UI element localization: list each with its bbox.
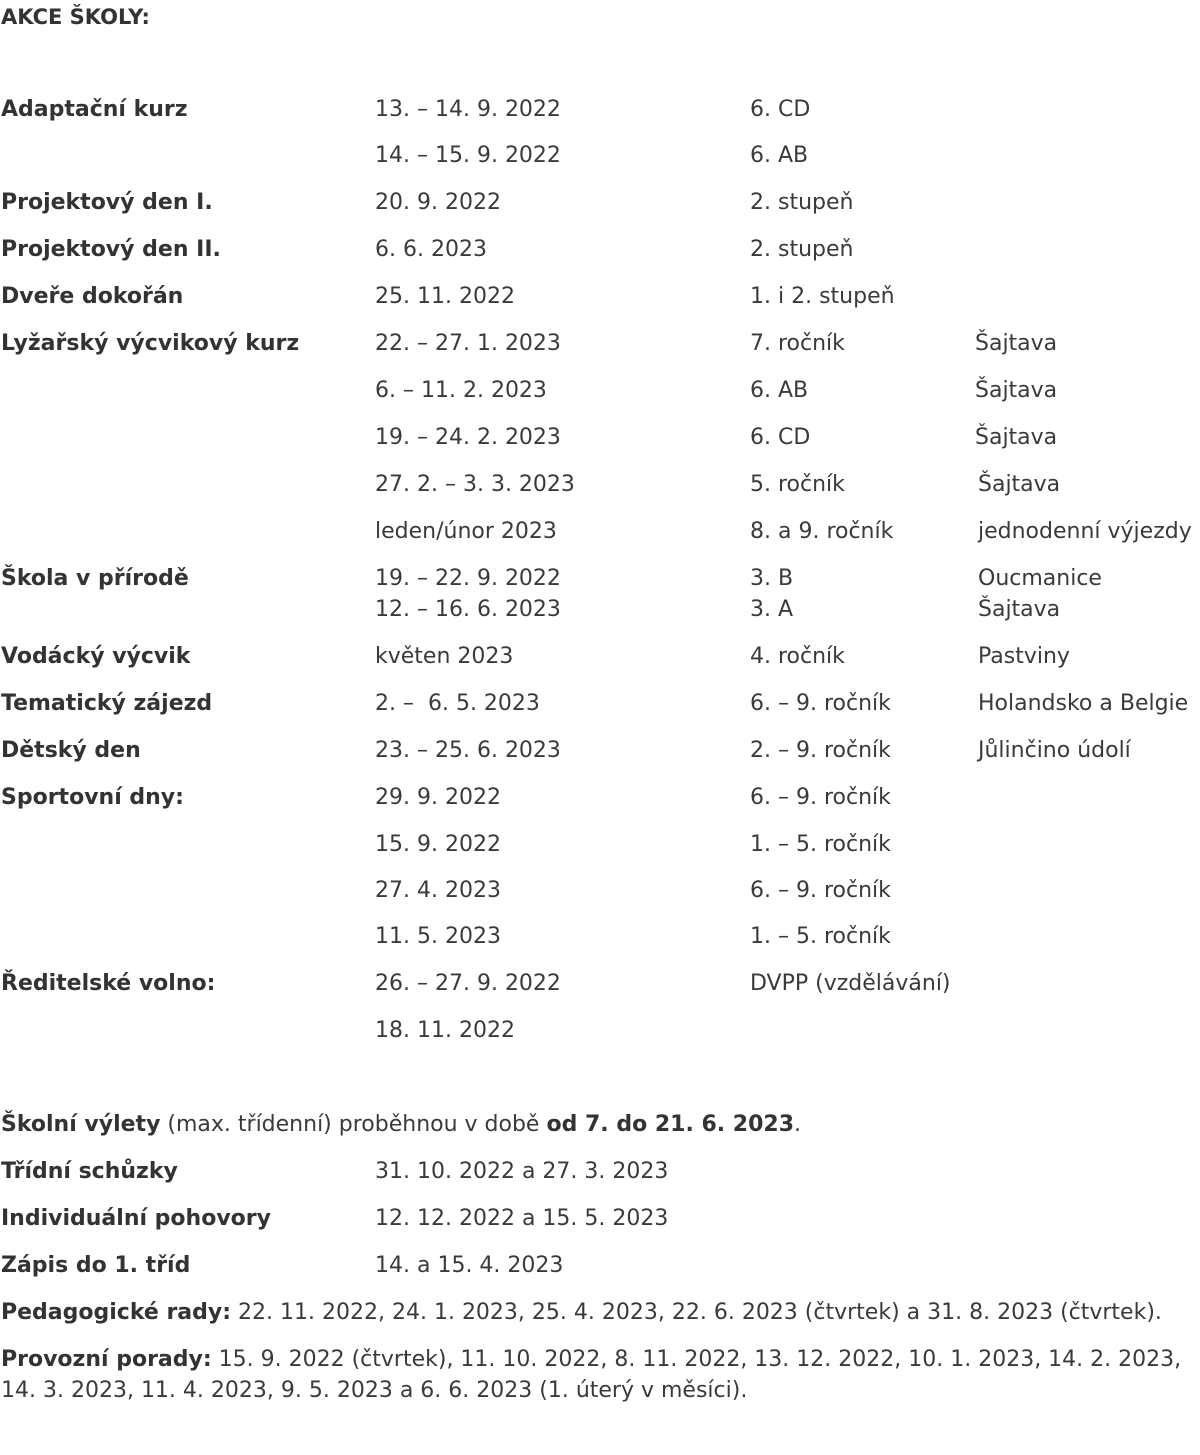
event-name-dvere: Dveře dokořán xyxy=(1,284,184,309)
event-location: Šajtava xyxy=(978,597,1061,622)
operational-meetings-paragraph xyxy=(1,1344,1191,1406)
operational-meetings-label: Provozní porady: xyxy=(1,1347,212,1372)
event-class: 2. – 9. ročník xyxy=(750,738,891,763)
page-title: AKCE ŠKOLY: xyxy=(1,5,150,29)
event-name-adaptacni: Adaptační kurz xyxy=(1,97,188,122)
event-date: 12. – 16. 6. 2023 xyxy=(375,597,561,622)
event-location: Oucmanice xyxy=(978,566,1102,591)
event-name-projekt2: Projektový den II. xyxy=(1,237,221,262)
event-class: 4. ročník xyxy=(750,644,845,669)
event-date: 14. – 15. 9. 2022 xyxy=(375,143,561,168)
parent-meetings-value: 31. 10. 2022 a 27. 3. 2023 xyxy=(375,1159,669,1184)
event-class: 6. AB xyxy=(750,378,809,403)
event-class: 6. CD xyxy=(750,425,811,450)
event-location: Šajtava xyxy=(975,331,1058,356)
event-class: 6. – 9. ročník xyxy=(750,785,891,810)
event-date: leden/únor 2023 xyxy=(375,519,557,544)
event-location: jednodenní výjezdy xyxy=(978,519,1192,544)
event-name-tematicky: Tematický zájezd xyxy=(1,691,213,716)
event-date: 26. – 27. 9. 2022 xyxy=(375,971,561,996)
trips-text: (max. třídenní) proběhnou v době xyxy=(160,1112,547,1137)
event-location: Pastviny xyxy=(978,644,1070,669)
event-date: květen 2023 xyxy=(375,644,514,669)
event-name-vodacky: Vodácký výcvik xyxy=(1,644,191,669)
trips-line xyxy=(1,1112,801,1138)
event-date: 22. – 27. 1. 2023 xyxy=(375,331,561,356)
event-name-projekt1: Projektový den I. xyxy=(1,190,213,215)
event-name-skola-prirode: Škola v přírodě xyxy=(1,566,189,591)
event-class: 2. stupeň xyxy=(750,190,854,215)
event-date: 25. 11. 2022 xyxy=(375,284,515,309)
event-date: 6. – 11. 2. 2023 xyxy=(375,378,547,403)
event-class: 2. stupeň xyxy=(750,237,854,262)
event-location: Jůlinčino údolí xyxy=(978,738,1131,763)
event-class: 3. B xyxy=(750,566,794,591)
event-class: 6. CD xyxy=(750,97,811,122)
individual-talks-value: 12. 12. 2022 a 15. 5. 2023 xyxy=(375,1206,669,1231)
pedagogical-boards-label: Pedagogické rady: xyxy=(1,1300,232,1325)
event-location: Šajtava xyxy=(978,472,1061,497)
event-class: 6. – 9. ročník xyxy=(750,878,891,903)
enrollment-label: Zápis do 1. tříd xyxy=(1,1253,191,1278)
event-date: 29. 9. 2022 xyxy=(375,785,501,810)
trips-range: od 7. do 21. 6. 2023 xyxy=(546,1112,795,1137)
event-date: 2. – 6. 5. 2023 xyxy=(375,691,540,716)
event-location: Holandsko a Belgie xyxy=(978,691,1189,716)
operational-meetings-value: 15. 9. 2022 (čtvrtek), 11. 10. 2022, 8. 11. 2022, 13. 12. 2022, 10. 1. 2023, 14. 2. 2023, 14. 3. 2023, 11. 4. 2023, 9. 5. 2023 a 6. 6. 2023 (1. úterý v měsíci). xyxy=(1,1347,1182,1403)
event-class: 5. ročník xyxy=(750,472,845,497)
event-class: 1. i 2. stupeň xyxy=(750,284,895,309)
event-class: 7. ročník xyxy=(750,331,845,356)
event-class: 1. – 5. ročník xyxy=(750,832,891,857)
event-name-sportovni: Sportovní dny: xyxy=(1,785,184,810)
pedagogical-boards-line xyxy=(1,1300,1162,1326)
event-date: 23. – 25. 6. 2023 xyxy=(375,738,561,763)
pedagogical-boards-value: 22. 11. 2022, 24. 1. 2023, 25. 4. 2023, 22. 6. 2023 (čtvrtek) a 31. 8. 2023 (čtvrtek). xyxy=(231,1300,1162,1325)
event-location: Šajtava xyxy=(975,378,1058,403)
event-class: 3. A xyxy=(750,597,794,622)
parent-meetings-label: Třídní schůzky xyxy=(1,1159,178,1184)
trips-end: . xyxy=(794,1112,802,1137)
event-date: 27. 4. 2023 xyxy=(375,878,501,903)
event-location: Šajtava xyxy=(975,425,1058,450)
event-class: 8. a 9. ročník xyxy=(750,519,894,544)
event-date: 15. 9. 2022 xyxy=(375,832,501,857)
event-date: 11. 5. 2023 xyxy=(375,924,501,949)
event-name-lyzarsky: Lyžařský výcvikový kurz xyxy=(1,331,300,356)
event-class: 6. – 9. ročník xyxy=(750,691,891,716)
individual-talks-label: Individuální pohovory xyxy=(1,1206,271,1231)
event-name-reditelske: Ředitelské volno: xyxy=(1,971,216,996)
event-date: 18. 11. 2022 xyxy=(375,1018,515,1043)
event-date: 19. – 24. 2. 2023 xyxy=(375,425,561,450)
event-name-detsky: Dětský den xyxy=(1,738,141,763)
enrollment-value: 14. a 15. 4. 2023 xyxy=(375,1253,564,1278)
event-date: 13. – 14. 9. 2022 xyxy=(375,97,561,122)
event-date: 20. 9. 2022 xyxy=(375,190,501,215)
event-date: 19. – 22. 9. 2022 xyxy=(375,566,561,591)
event-date: 6. 6. 2023 xyxy=(375,237,487,262)
event-class: 1. – 5. ročník xyxy=(750,924,891,949)
event-class: 6. AB xyxy=(750,143,809,168)
event-date: 27. 2. – 3. 3. 2023 xyxy=(375,472,575,497)
event-class: DVPP (vzdělávání) xyxy=(750,971,951,996)
trips-label: Školní výlety xyxy=(1,1112,161,1137)
